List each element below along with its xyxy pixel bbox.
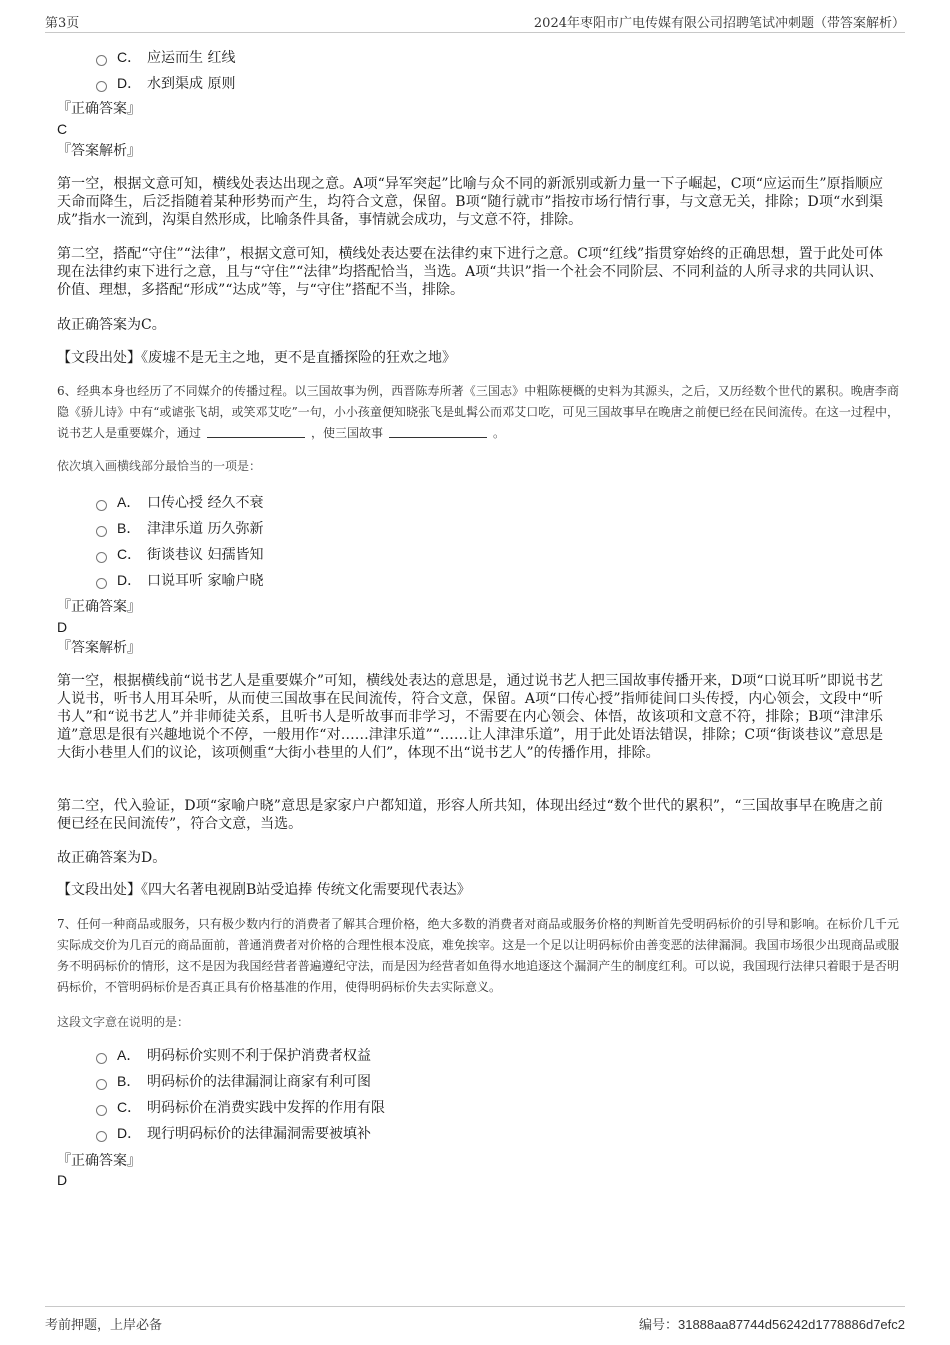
q7-option-b[interactable]: B． 明码标价的法律漏洞让商家有利可图 [96, 1071, 371, 1091]
q5-source: 【文段出处】《废墟不是无主之地，更不是直播探险的狂欢之地》 [57, 350, 456, 366]
q5-option-c[interactable]: C． 应运而生 红线 [96, 47, 235, 67]
q5-analysis-paragraph-2: 第二空，搭配“守住”“法律”，根据文意可知，横线处表达要在法律约束下进行之意。C项“红线”指贯穿始终的正确思想，置于此处可体现在法律约束下进行之意，且与“守住”“法律”均搭配恰当，当选。A项“共识”指一个社会不同阶层、不同利益的人所寻求的共同认识、价值、理想，多搭配“形成”“达成”等，与“守住”搭配不当，排除。 [57, 246, 883, 298]
radio-icon[interactable] [96, 526, 107, 537]
radio-icon[interactable] [96, 500, 107, 511]
q6-option-a[interactable]: A． 口传心授 经久不衰 [96, 492, 263, 512]
q6-option-b[interactable]: B． 津津乐道 历久弥新 [96, 518, 263, 538]
radio-icon[interactable] [96, 552, 107, 563]
radio-icon[interactable] [96, 1105, 107, 1116]
radio-icon[interactable] [96, 81, 107, 92]
q6-answer-label: 『正确答案』 [57, 599, 141, 615]
document-id: 编号：31888aa87744d56242d1778886d7efc2 [638, 1317, 905, 1333]
fill-blank-1 [207, 425, 305, 438]
radio-icon[interactable] [96, 578, 107, 589]
q6-analysis-conclusion: 故正确答案为D。 [57, 850, 167, 866]
q7-answer: D [57, 1172, 68, 1188]
radio-icon[interactable] [96, 1053, 107, 1064]
q7-option-a[interactable]: A． 明码标价实则不利于保护消费者权益 [96, 1045, 371, 1065]
q6-analysis-paragraph-1: 第一空，根据横线前“说书艺人是重要媒介”可知，横线处表达的意思是，通过说书艺人把三国故事传播开来，D项“口说耳听”即说书艺人说书，听书人用耳朵听，从而使三国故事在民间流传，符合文意，保留。A项“口传心授”指师徒间口头传授，内心领会，文段中“听书人”和“说书艺人”并非师徒关系，且听书人是听故事而非学习，不需要在内心领会、体悟，故该项和文意不符，排除；B项“津津乐道”意思是很有兴趣地说个不停，一般用作“对……津津乐道”“……让人津津乐道”，用于此处语法错误，排除；C项“街谈巷议”意思是大街小巷里人们的议论，该项侧重“大街小巷里的人们”，体现不出“说书艺人”的传播作用，排除。 [57, 673, 883, 761]
fill-blank-2 [389, 425, 487, 438]
q5-analysis-label: 『答案解析』 [57, 143, 141, 159]
q7-question: 7、任何一种商品或服务，只有极少数内行的消费者了解其合理价格，绝大多数的消费者对商品或服务价格的判断首先受明码标价的引导和影响。在标价几千元实际成交价为几百元的商品面前，普通消费者对价格的合理性根本没底，难免挨宰。这是一个足以让明码标价由善变恶的法律漏洞。我国市场很少出现商品或服务不明码标价的情形，这不是因为我国经营者普遍遵纪守法，而是因为经营者如鱼得水地追逐这个漏洞产生的制度红利。可以说，我国现行法律只着眼于是否明码标价，不管明码标价是否真正具有价格基准的作用，使得明码标价失去实际意义。 [57, 917, 899, 994]
q5-analysis-paragraph-1: 第一空，根据文意可知，横线处表达出现之意。A项“异军突起”比喻与众不同的新派别或新力量一下子崛起，C项“应运而生”原指顺应天命而降生，后泛指随着某种形势而产生，均符合文意，保留。B项“随行就市”指按市场行情行事，与文意无关，排除；D项“水到渠成”指水一流到，沟渠自然形成，比喻条件具备，事情就会成功，与文意不符，排除。 [57, 176, 883, 228]
footer-slogan: 考前押题，上岸必备 [45, 1318, 163, 1333]
q6-answer: D [57, 619, 68, 635]
q6-analysis-paragraph-2: 第二空，代入验证，D项“家喻户晓”意思是家家户户都知道，形容人所共知，体现出经过“数个世代的累积”，“三国故事早在晚唐之前便已经在民间流传”，符合文意，当选。 [57, 798, 883, 832]
q5-analysis-conclusion: 故正确答案为C。 [57, 317, 166, 333]
q7-answer-label: 『正确答案』 [57, 1153, 141, 1169]
q5-option-d[interactable]: D． 水到渠成 原则 [96, 73, 235, 93]
page-header [45, 10, 905, 33]
radio-icon[interactable] [96, 55, 107, 66]
q7-option-c[interactable]: C． 明码标价在消费实践中发挥的作用有限 [96, 1097, 385, 1117]
q6-option-c[interactable]: C． 街谈巷议 妇孺皆知 [96, 544, 263, 564]
document-title: 2024年枣阳市广电传媒有限公司招聘笔试冲刺题（带答案解析） [533, 16, 905, 31]
page-footer [45, 1306, 905, 1335]
radio-icon[interactable] [96, 1079, 107, 1090]
q6-option-d[interactable]: D． 口说耳听 家喻户晓 [96, 570, 263, 590]
q6-question: 6、经典本身也经历了不同媒介的传播过程。以三国故事为例，西晋陈寿所著《三国志》中粗陈梗概的史料为其源头，之后，又历经数个世代的累积。晚唐李商隐《骄儿诗》中有“或谑张飞胡，或笑邓艾吃”一句，小小孩童便知晓张飞是虬髯公而邓艾口吃，可见三国故事早在晚唐之前便已经在民间流传。在这一过程中，说书艺人是重要媒介，通过 ，使三国故事 。 [57, 384, 899, 440]
q5-answer: C [57, 121, 68, 137]
q7-option-d[interactable]: D． 现行明码标价的法律漏洞需要被填补 [96, 1123, 371, 1143]
q6-analysis-label: 『答案解析』 [57, 640, 141, 656]
q6-stem: 依次填入画横线部分最恰当的一项是： [57, 459, 262, 473]
page-number: 第3页 [45, 16, 80, 31]
q7-stem: 这段文字意在说明的是： [57, 1015, 190, 1029]
radio-icon[interactable] [96, 1131, 107, 1142]
q5-answer-label: 『正确答案』 [57, 101, 141, 117]
q6-source: 【文段出处】《四大名著电视剧B站受追捧 传统文化需要现代表达》 [57, 882, 471, 898]
